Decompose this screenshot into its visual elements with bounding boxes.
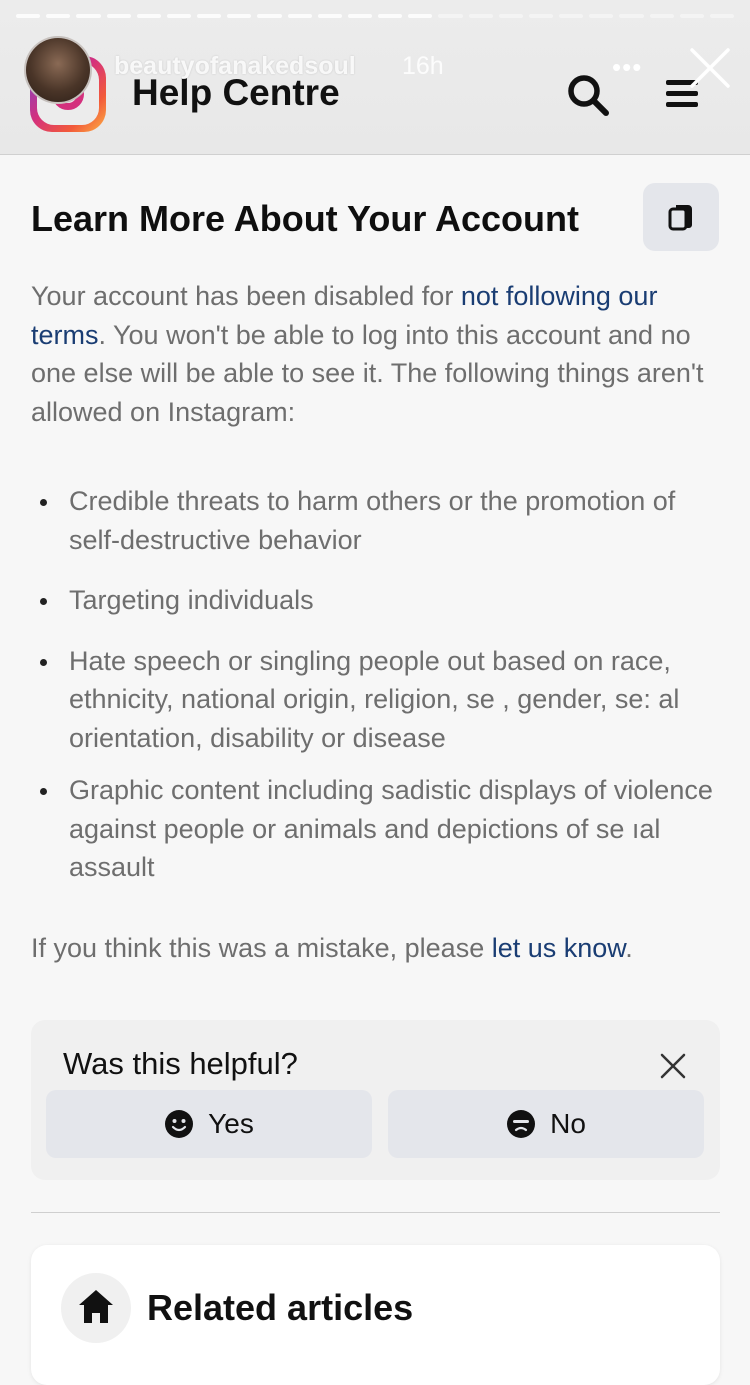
let-us-know-link[interactable]: let us know	[491, 933, 626, 963]
no-button[interactable]	[388, 1090, 704, 1158]
story-avatar[interactable]	[24, 36, 92, 104]
frown-icon	[506, 1109, 536, 1139]
terms-link[interactable]: not following our terms	[31, 281, 658, 350]
story-more-icon[interactable]: •••	[612, 52, 643, 82]
story-close-icon[interactable]	[686, 44, 734, 92]
article-title: Learn More About Your Account	[31, 198, 580, 239]
copy-icon	[667, 203, 695, 231]
feedback-card	[31, 1020, 720, 1180]
list-item: Targeting individuals	[31, 581, 726, 620]
feedback-question: Was this helpful?	[63, 1046, 298, 1081]
mistake-text: If you think this was a mistake, please	[31, 933, 492, 963]
copy-link-button[interactable]	[643, 183, 719, 251]
mistake-message	[31, 929, 726, 967]
list-item: Credible threats to harm others or the promotion of self-destructive behavior	[31, 482, 726, 559]
search-icon[interactable]	[565, 72, 611, 118]
disallowed-list	[31, 482, 726, 901]
related-articles-title: Related articles	[147, 1287, 414, 1328]
page-title: Help Centre	[132, 72, 340, 113]
intro-text: Your account has been disabled for	[31, 281, 461, 311]
yes-label: Yes	[208, 1108, 254, 1139]
related-articles-card[interactable]	[31, 1245, 720, 1385]
yes-button[interactable]	[46, 1090, 372, 1158]
intro-text-cont: . You won't be able to log into this account and no one else will be able to see it. The following things aren't allowed on Instagram:	[31, 319, 704, 427]
divider	[31, 1212, 720, 1213]
no-label: No	[550, 1108, 586, 1139]
story-progress-bar	[16, 14, 734, 19]
account-disabled-message	[31, 277, 726, 431]
smile-icon	[164, 1109, 194, 1139]
list-item: Hate speech or singling people out based on race, ethnicity, national origin, religion, se , gender, se: al orientation, disability or disease	[31, 642, 726, 758]
story-timestamp: 16h	[402, 52, 444, 80]
home-icon	[61, 1273, 131, 1343]
story-username[interactable]: beautyofanakedsoul	[114, 52, 356, 80]
mistake-period: .	[625, 933, 633, 963]
list-item: Graphic content including sadistic displays of violence against people or animals and depictions of se ıal assault	[31, 771, 726, 887]
feedback-close-icon[interactable]	[659, 1052, 687, 1080]
